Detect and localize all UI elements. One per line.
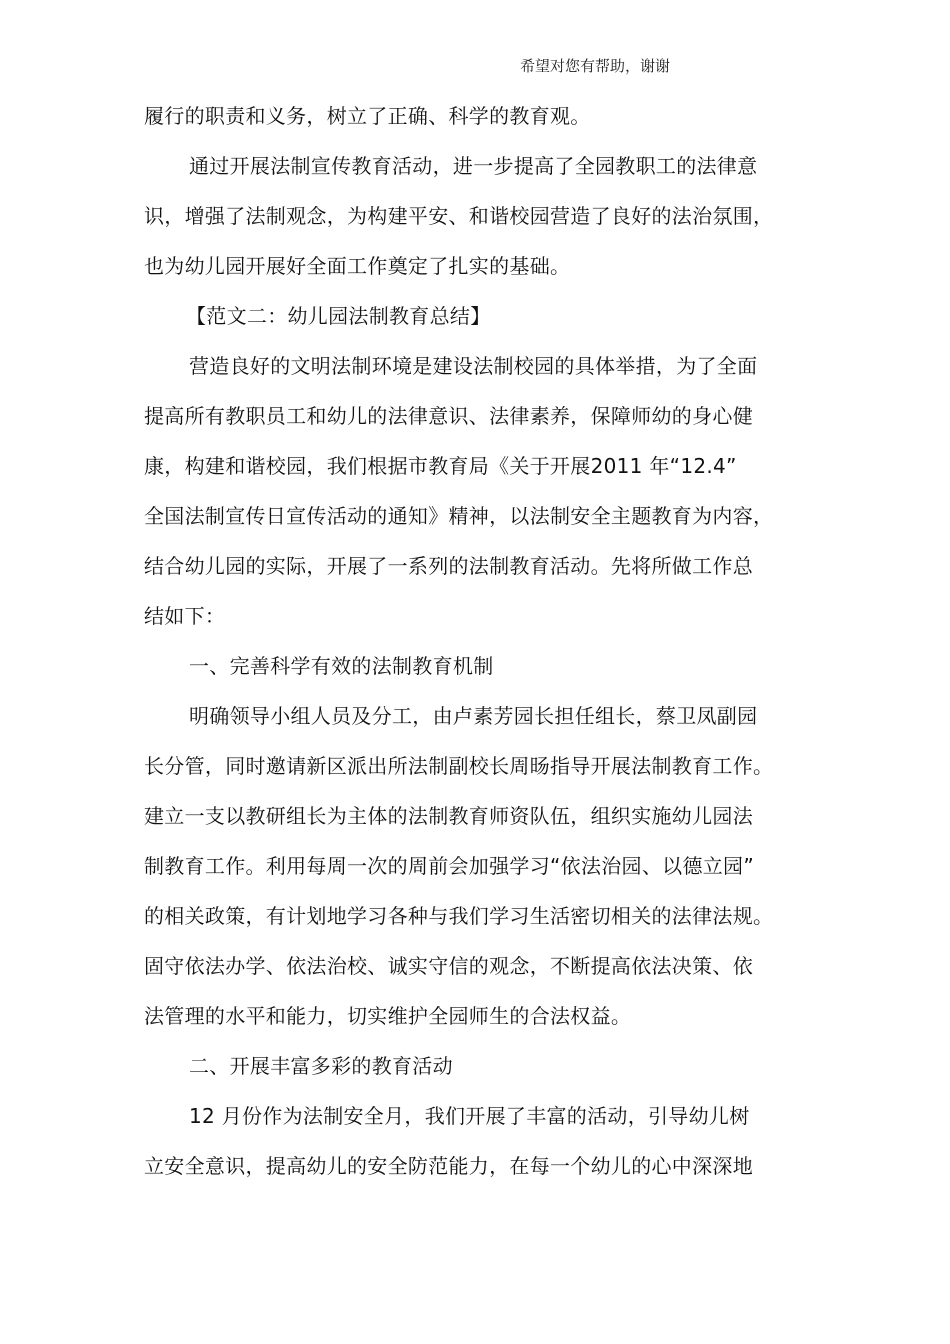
text-line: 长分管，同时邀请新区派出所法制副校长周旸指导开展法制教育工作。 [144,754,774,778]
text-line: 康，构建和谐校园，我们根据市教育局《关于开展2011 年“12.4” [144,454,737,478]
text-line: 的相关政策，有计划地学习各种与我们学习生活密切相关的法律法规。 [144,904,774,928]
text-line: 履行的职责和义务，树立了正确、科学的教育观。 [144,104,591,128]
text-line: 固守依法办学、依法治校、诚实守信的观念，不断提高依法决策、依 [144,954,753,978]
text-line: 通过开展法制宣传教育活动，进一步提高了全园教职工的法律意 [189,154,758,178]
text-line: 结合幼儿园的实际，开展了一系列的法制教育活动。先将所做工作总 [144,554,753,578]
text-line: 提高所有教职员工和幼儿的法律意识、法律素养，保障师幼的身心健 [144,404,753,428]
text-line: 明确领导小组人员及分工，由卢素芳园长担任组长，蔡卫凤副园 [189,704,758,728]
page-header-note: 希望对您有帮助，谢谢 [520,57,671,75]
text-line: 立安全意识，提高幼儿的安全防范能力，在每一个幼儿的心中深深地 [144,1154,753,1178]
text-line: 法管理的水平和能力，切实维护全园师生的合法权益。 [144,1004,632,1028]
text-line: 全国法制宣传日宣传活动的通知》精神，以法制安全主题教育为内容， [144,504,774,528]
text-line: 结如下： [144,604,226,628]
section-title: 【范文二：幼儿园法制教育总结】 [186,304,491,328]
text-line: 识，增强了法制观念，为构建平安、和谐校园营造了良好的法治氛围， [144,204,774,228]
text-line: 也为幼儿园开展好全面工作奠定了扎实的基础。 [144,254,571,278]
section-heading: 一、完善科学有效的法制教育机制 [189,654,494,678]
text-line: 营造良好的文明法制环境是建设法制校园的具体举措，为了全面 [189,354,758,378]
text-line: 制教育工作。利用每周一次的周前会加强学习“依法治园、以德立园” [144,854,755,878]
text-line: 建立一支以教研组长为主体的法制教育师资队伍，组织实施幼儿园法 [144,804,753,828]
section-heading: 二、开展丰富多彩的教育活动 [189,1054,453,1078]
text-line: 12 月份作为法制安全月，我们开展了丰富的活动，引导幼儿树 [189,1104,750,1128]
